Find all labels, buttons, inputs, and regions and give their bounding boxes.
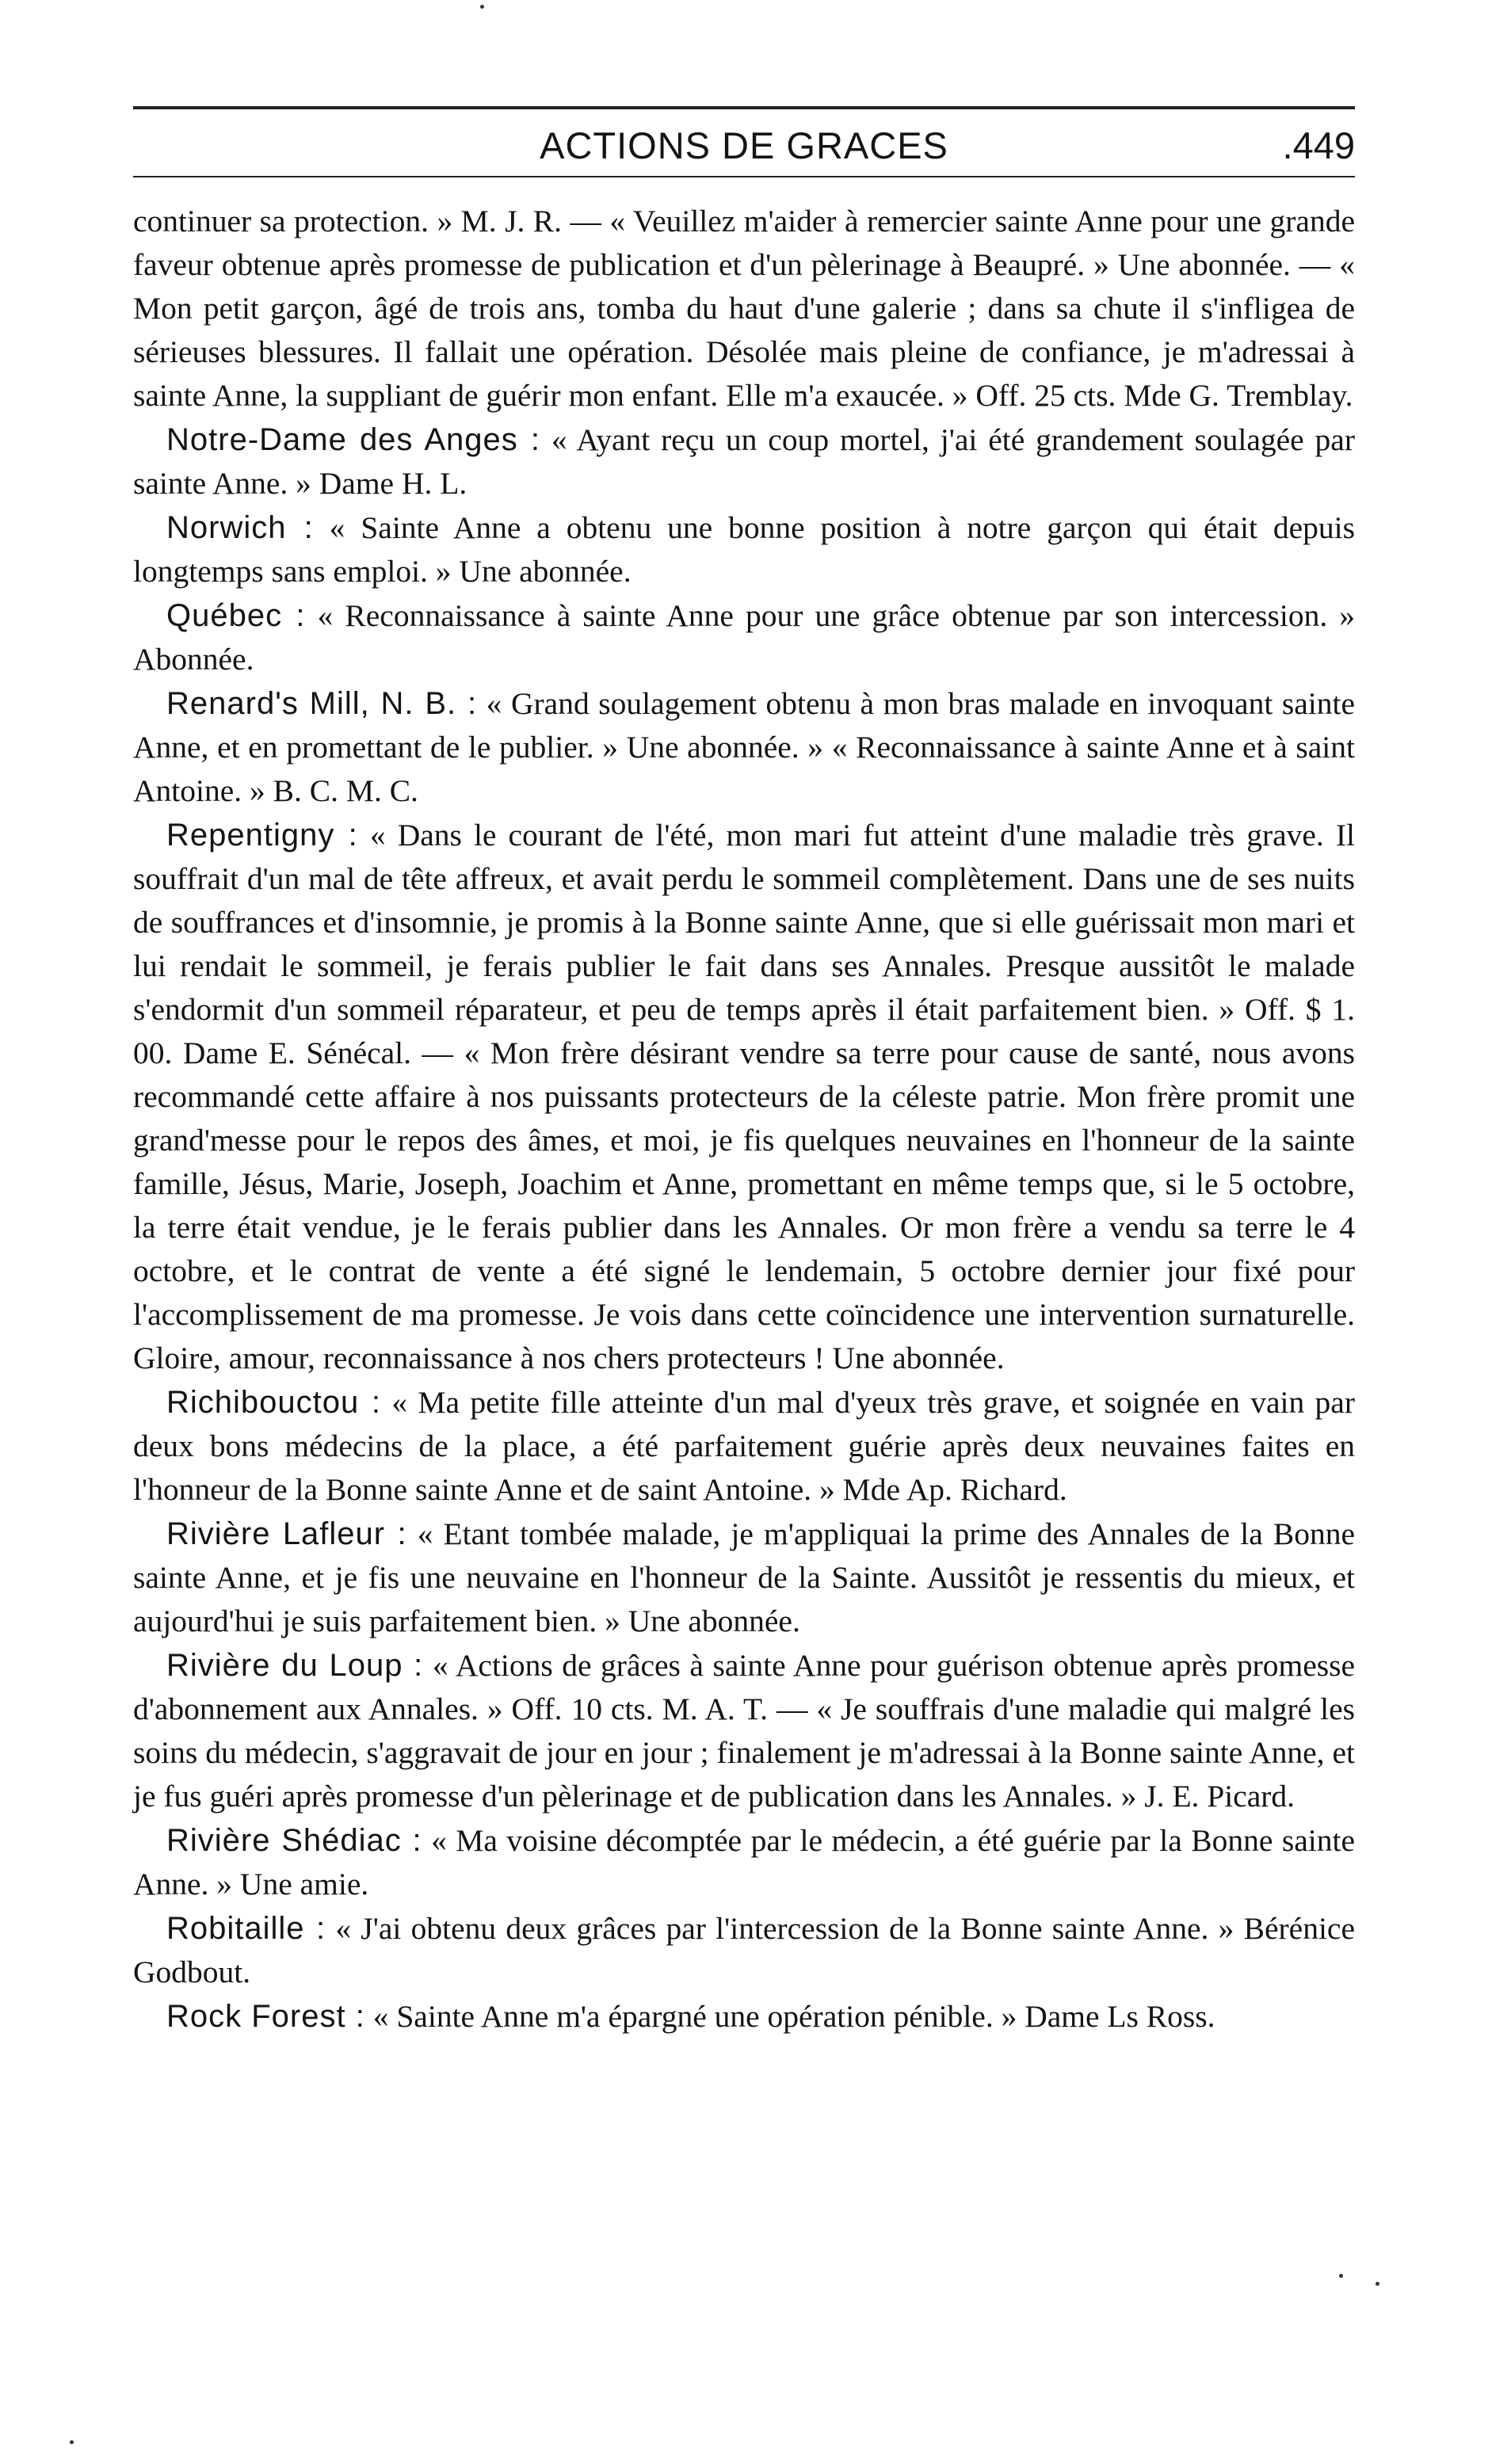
entry-riviere-shediac [133,1819,1355,1906]
entry-quebec [133,594,1355,681]
entry-place: Richibouctou : [166,1385,381,1420]
entry-place: Rivière du Loup : [166,1648,424,1683]
body-text [133,200,1355,2039]
entry-place: Norwich : [166,510,314,545]
entry-text: « Grand soulagement obtenu à mon bras malade en invoquant sainte Anne, et en promettant de le publier. » Une abonnée. » « Reconnaissance à sainte Anne et à saint Antoine. » B. C. M. C. [133,686,1355,808]
scan-speck [70,2440,74,2444]
entry-place: Notre-Dame des Anges : [166,422,540,457]
entry-place: Québec : [166,598,306,633]
entry-text: « Sainte Anne m'a épargné une opération pénible. » Dame Ls Ross. [372,1999,1215,2034]
header-bottom-rule [133,176,1355,177]
entry-notre-dame-des-anges [133,418,1355,505]
entry-renards-mill [133,682,1355,813]
entry-place: Rivière Shédiac : [166,1823,422,1858]
header-top-rule [133,106,1355,109]
running-title: ACTIONS DE GRACES [540,124,948,166]
continuation-paragraph: continuer sa protection. » M. J. R. — « Veuillez m'aider à remercier sainte Anne pour une grande faveur obtenue après promesse de publication et d'un pèlerinage à Beaupré. » Une abonnée. — « Mon petit garçon, âgé de trois ans, tomba du haut d'une galerie ; dans sa chute il s'infligea de sérieuses blessures. Il fallait une opération. Désolée mais pleine de confiance, je m'adressai à sainte Anne, la suppliant de guérir mon enfant. Elle m'a exaucée. » Off. 25 cts. Mde G. Tremblay. [133,204,1355,413]
scan-speck [480,5,484,9]
entry-text: « Sainte Anne a obtenu une bonne position à notre garçon qui était depuis longtemps sans emploi. » Une abonnée. [133,510,1356,589]
running-header [133,117,1355,173]
entry-place: Renard's Mill, N. B. : [166,686,478,721]
entry-riviere-du-loup [133,1644,1355,1818]
entry-richibouctou [133,1381,1355,1512]
entry-norwich [133,506,1355,593]
entry-text: « J'ai obtenu deux grâces par l'intercession de la Bonne sainte Anne. » Bérénice Godbout. [133,1911,1355,1989]
entry-robitaille [133,1907,1355,1994]
scan-speck [1339,2274,1343,2278]
entry-text: « Actions de grâces à sainte Anne pour guérison obtenue après promesse d'abonnement aux Annales. » Off. 10 cts. M. A. T. — « Je souffrais d'une maladie qui malgré les soins du médecin, s'aggravait de jour en jour ; finalement je m'adressai à la Bonne sainte Anne, et je fus guéri après promesse d'un pèlerinage et de publication dans les Annales. » J. E. Picard. [133,1648,1356,1814]
entry-text: « Etant tombée malade, je m'appliquai la prime des Annales de la Bonne sainte Anne, et je fis une neuvaine en l'honneur de la Sainte. Aussitôt je ressentis du mieux, et aujourd'hui je suis parfaitement bien. » Une abonnée. [133,1516,1356,1638]
entry-text: « Ma voisine décomptée par le médecin, a été guérie par la Bonne sainte Anne. » Une amie. [133,1823,1355,1901]
entry-text: « Reconnaissance à sainte Anne pour une grâce obtenue par son intercession. » Abonnée. [133,598,1356,677]
entry-text: « Ma petite fille atteinte d'un mal d'yeux très grave, et soignée en vain par deux bons médecins de la place, a été parfaitement guérie après deux neuvaines faites en l'honneur de la Bonne sainte Anne et de saint Antoine. » Mde Ap. Richard. [133,1385,1355,1507]
entry-place: Robitaille : [166,1911,326,1946]
page-number: .449 [1282,124,1355,166]
scan-speck [1376,2282,1379,2286]
entry-repentigny [133,814,1355,1380]
entry-place: Rock Forest : [166,1999,365,2034]
entry-rock-forest [133,1995,1355,2039]
entry-place: Repentigny : [166,818,358,852]
entry-place: Rivière Lafleur : [166,1516,407,1551]
entry-text: « Dans le courant de l'été, mon mari fut atteint d'une maladie très grave. Il souffrait d'un mal de tête affreux, et avait perdu le sommeil complètement. Dans une de ses nuits de souffrances et d'insomnie, je promis à la Bonne sainte Anne, que si elle guérissait mon mari et lui rendait le sommeil, je ferais publier le fait dans ses Annales. Presque aussitôt le malade s'endormit d'un sommeil réparateur, et peu de temps après il était parfaitement bien. » Off. $ 1. 00. Dame E. Sénécal. — « Mon frère désirant vendre sa terre pour cause de santé, nous avons recommandé cette affaire à nos puissants protecteurs de la céleste patrie. Mon frère promit une grand'messe pour le repos des âmes, et moi, je fis quelques neuvaines en l'honneur de la sainte famille, Jésus, Marie, Joseph, Joachim et Anne, promettant en même temps que, si le 5 octobre, la terre était vendue, je le ferais publier dans les Annales. Or mon frère a vendu sa terre le 4 octobre, et le contrat de vente a été signé le lendemain, 5 octobre dernier jour fixé pour l'accomplissement de ma promesse. Je vois dans cette coïncidence une intervention surnaturelle. Gloire, amour, reconnaissance à nos chers protecteurs ! Une abonnée. [133,818,1355,1375]
entry-text: « Ayant reçu un coup mortel, j'ai été grandement soulagée par sainte Anne. » Dame H. L. [133,422,1355,501]
entry-riviere-lafleur [133,1512,1355,1643]
